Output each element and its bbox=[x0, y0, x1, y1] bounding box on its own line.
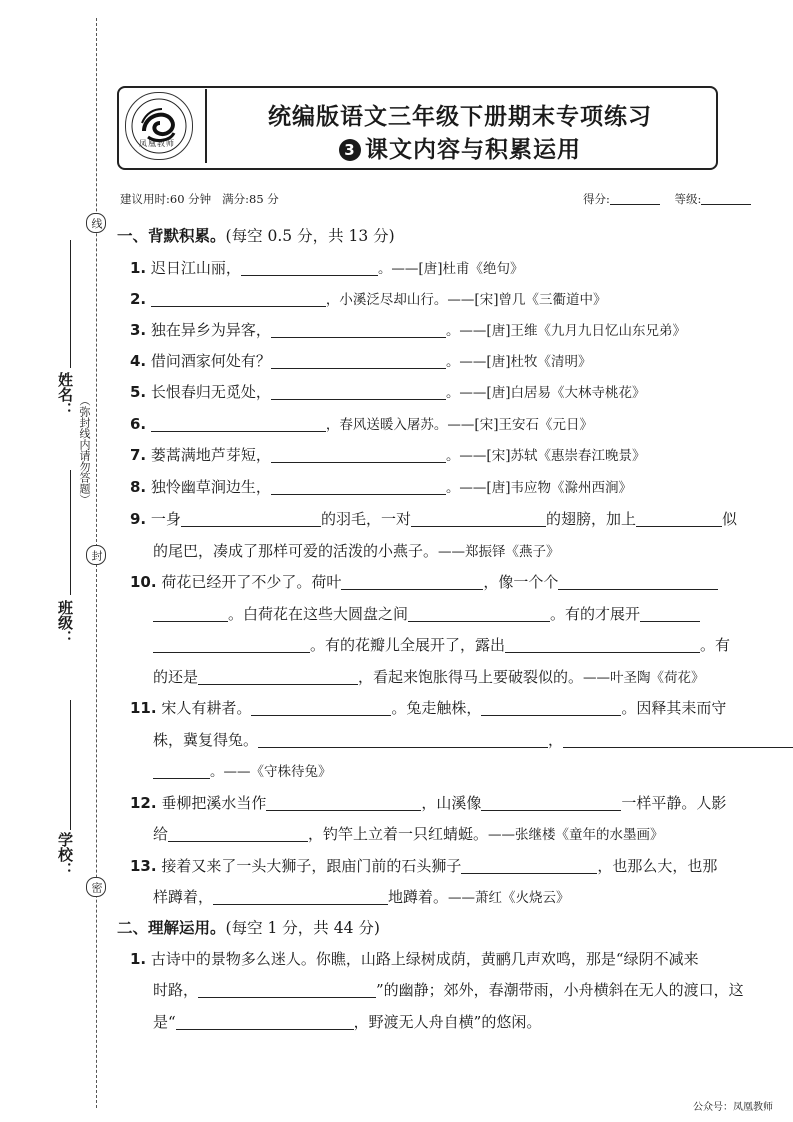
section2-question-1-line3: 是“ ，野渡无人舟自横”的悠闲。 bbox=[153, 1013, 542, 1031]
question-11-line3: 。——《守株待兔》 bbox=[153, 760, 332, 780]
footer-credit: 公众号：凤凰教师 bbox=[693, 1102, 773, 1113]
section-2-note: (每空 1 分，共 44 分) bbox=[225, 919, 380, 937]
question-10-line4: 的还是 ，看起来饱胀得马上要破裂似的。——叶圣陶《荷花》 bbox=[153, 668, 705, 686]
answer-blank[interactable] bbox=[408, 606, 550, 622]
question-10-line3: 。有的花瓣儿全展开了，露出 。有 bbox=[153, 634, 730, 655]
answer-blank[interactable] bbox=[271, 353, 446, 369]
answer-blank[interactable] bbox=[153, 763, 210, 779]
answer-blank[interactable] bbox=[636, 511, 722, 527]
section2-question-1: 1. 古诗中的景物多么迷人。你瞧，山路上绿树成荫，黄鹂几声欢鸣，那是“绿阴不减来 bbox=[130, 950, 699, 968]
answer-blank[interactable] bbox=[168, 826, 308, 842]
question-13-line2: 样蹲着， 地蹲着。——萧红《火烧云》 bbox=[153, 888, 570, 906]
page-title: 统编版语文三年级下册期末专项练习 bbox=[268, 104, 652, 130]
question-10: 10. 荷花已经开了不少了。荷叶 ，像一个个 bbox=[130, 571, 718, 592]
answer-blank[interactable] bbox=[271, 447, 446, 463]
question-7: 7. 蒌蒿满地芦芽短， 。——[宋]苏轼《惠崇春江晚景》 bbox=[130, 446, 646, 464]
question-2: 2. ，小溪泛尽却山行。——[宋]曾几《三衢道中》 bbox=[130, 290, 607, 308]
question-9: 9. 一身 的羽毛，一对 的翅膀，加上 似 bbox=[130, 510, 737, 528]
school-label: 学校： bbox=[56, 832, 74, 877]
cut-mark-feng: 封 bbox=[86, 545, 106, 565]
section-1-heading: 一、背默积累。(每空 0.5 分，共 13 分) bbox=[117, 227, 395, 245]
answer-blank[interactable] bbox=[251, 700, 391, 716]
answer-blank[interactable] bbox=[640, 606, 700, 622]
answer-blank[interactable] bbox=[481, 700, 621, 716]
question-4: 4. 借问酒家何处有？ 。——[唐]杜牧《清明》 bbox=[130, 352, 592, 370]
answer-blank[interactable] bbox=[258, 732, 548, 748]
question-12: 12. 垂柳把溪水当作 ，山溪像 一样平静。人影 bbox=[130, 794, 727, 812]
answer-blank[interactable] bbox=[271, 384, 446, 400]
answer-blank[interactable] bbox=[198, 669, 358, 685]
answer-blank[interactable] bbox=[181, 511, 321, 527]
class-label: 班级： bbox=[56, 600, 74, 645]
answer-blank[interactable] bbox=[176, 1014, 354, 1030]
question-10-line2: 。白荷花在这些大圆盘之间 。有的才展开 bbox=[153, 603, 700, 624]
question-13: 13. 接着又来了一头大狮子，跟庙门前的石头狮子 ，也那么大，也那 bbox=[130, 857, 718, 875]
name-field-line[interactable] bbox=[70, 240, 71, 368]
phoenix-logo-icon bbox=[125, 92, 193, 160]
answer-blank[interactable] bbox=[558, 574, 718, 590]
cut-mark-mi: 密 bbox=[86, 877, 106, 897]
answer-blank[interactable] bbox=[563, 732, 793, 748]
answer-blank[interactable] bbox=[213, 889, 388, 905]
logo-text: 凤凰教师 bbox=[139, 139, 175, 148]
circle-number: 3 bbox=[339, 139, 361, 161]
answer-blank[interactable] bbox=[151, 291, 326, 307]
school-field-line[interactable] bbox=[70, 700, 71, 830]
answer-blank[interactable] bbox=[411, 511, 546, 527]
answer-blank[interactable] bbox=[241, 260, 378, 276]
answer-blank[interactable] bbox=[271, 479, 446, 495]
section-1-note: (每空 0.5 分，共 13 分) bbox=[225, 227, 395, 245]
answer-blank[interactable] bbox=[341, 574, 483, 590]
question-3: 3. 独在异乡为异客， 。——[唐]王维《九月九日忆山东兄弟》 bbox=[130, 321, 686, 339]
score-field[interactable]: 得分: 等级: bbox=[583, 191, 751, 207]
header-divider bbox=[205, 89, 207, 163]
answer-blank[interactable] bbox=[198, 982, 376, 998]
answer-blank[interactable] bbox=[481, 795, 621, 811]
question-11: 11. 宋人有耕者。 。兔走触株， 。因释其耒而守 bbox=[130, 699, 727, 717]
class-field-line[interactable] bbox=[70, 470, 71, 595]
grade-label: 等级: bbox=[674, 192, 702, 206]
section-2-heading: 二、理解运用。(每空 1 分，共 44 分) bbox=[117, 919, 380, 937]
time-label: 建议用时:60 分钟 满分:85 分 bbox=[120, 192, 279, 206]
subtitle-text: 课文内容与积累运用 bbox=[365, 137, 581, 163]
question-9-line2: 的尾巴，凑成了那样可爱的活泼的小燕子。——郑振铎《燕子》 bbox=[153, 542, 560, 560]
no-answer-note: （弥封线内请勿答题） bbox=[78, 395, 91, 505]
answer-blank[interactable] bbox=[266, 795, 421, 811]
answer-blank[interactable] bbox=[271, 322, 446, 338]
page-subtitle bbox=[210, 131, 710, 164]
full-score-label: 满分:85 分 bbox=[222, 192, 279, 206]
question-1: 1. 迟日江山丽， 。——[唐]杜甫《绝句》 bbox=[130, 259, 524, 277]
question-5: 5. 长恨春归无觅处， 。——[唐]白居易《大林寺桃花》 bbox=[130, 383, 646, 401]
section2-question-1-line2: 时路， ”的幽静；郊外，春潮带雨，小舟横斜在无人的渡口，这 bbox=[153, 981, 744, 999]
answer-blank[interactable] bbox=[153, 637, 310, 653]
answer-blank[interactable] bbox=[505, 637, 700, 653]
answer-blank[interactable] bbox=[151, 416, 326, 432]
cut-mark-xian: 线 bbox=[86, 213, 106, 233]
question-6: 6. ，春风送暖入屠苏。——[宋]王安石《元日》 bbox=[130, 415, 593, 433]
question-12-line2: 给 ，钓竿上立着一只红蜻蜓。——张继楼《童年的水墨画》 bbox=[153, 825, 664, 843]
question-11-line2: 株，冀复得兔。 ， bbox=[153, 729, 793, 750]
answer-blank[interactable] bbox=[153, 606, 228, 622]
answer-blank[interactable] bbox=[461, 858, 597, 874]
name-label: 姓名： bbox=[56, 372, 74, 417]
question-8: 8. 独怜幽草涧边生， 。——[唐]韦应物《滁州西涧》 bbox=[130, 478, 632, 496]
